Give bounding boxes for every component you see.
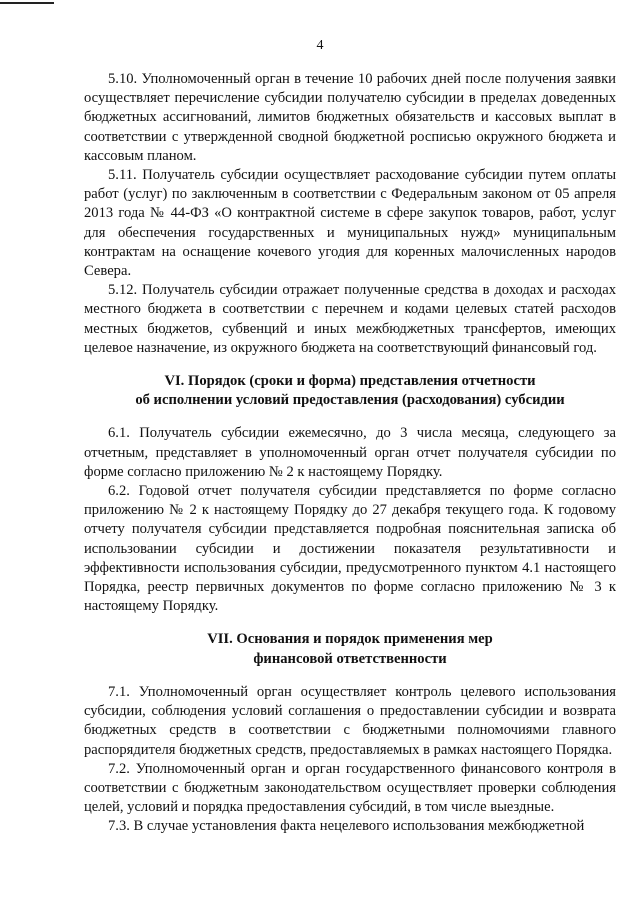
section-7-heading bbox=[84, 630, 616, 668]
section-7-heading-line1: VII. Основания и порядок применения мер bbox=[207, 631, 493, 648]
document-body bbox=[84, 70, 616, 837]
section-7-heading-line2: финансовой ответственности bbox=[253, 650, 447, 667]
paragraph-6-2: 6.2. Годовой отчет получателя субсидии представляется по форме согласно приложению № 2 к настоящему Порядку до 27 декабря текущего года. К годовому отчету получателя субсидии представляется подробная пояснительная записка об использовании субсидии и достижении показателя результативности и эффективности использования субсидии, предусмотренного пунктом 4.1 настоящего Порядка, реестр первичных документов по форме согласно приложению № 3 к настоящему Порядку. bbox=[84, 483, 616, 615]
paragraph-6-1: 6.1. Получатель субсидии ежемесячно, до 3 числа месяца, следующего за отчетным, представляет в уполномоченный орган отчет получателя субсидии по форме согласно приложению № 2 к настоящему Порядку. bbox=[84, 425, 616, 480]
section-6-heading-line2: об исполнении условий предоставления (расходования) субсидии bbox=[135, 392, 565, 409]
paragraph-5-11: 5.11. Получатель субсидии осуществляет расходование субсидии путем оплаты работ (услуг) по заключенным в соответствии с Федеральным законом от 05 апреля 2013 года № 44-ФЗ «О контрактной системе в сфере закупок товаров, работ, услуг для обеспечения государственных и муниципальных нужд» муниципальным контрактам на оснащение кочевого угодия для коренных малочисленных народов Севера. bbox=[84, 167, 616, 280]
corner-mark bbox=[0, 2, 54, 4]
paragraph-5-12: 5.12. Получатель субсидии отражает полученные средства в доходах и расходах местного бюджета в соответствии с перечнем и кодами целевых статей расходов местных бюджетов, субвенций и иных межбюджетных трансфертов, имеющих целевое назначение, из окружного бюджета на соответствующий финансовый год. bbox=[84, 282, 616, 356]
paragraph-7-2: 7.2. Уполномоченный орган и орган государственного финансового контроля в соответствии с бюджетным законодательством осуществляет проверки соблюдения целей, условий и порядка предоставления субсидий, в том числе выездные. bbox=[84, 760, 616, 816]
paragraph-5-10: 5.10. Уполномоченный орган в течение 10 рабочих дней после получения заявки осуществляет перечисление субсидии получателю субсидии в пределах доведенных бюджетных ассигнований, лимитов бюджетных обязательств и кассовых выплат в соответствии с утвержденной сводной бюджетной росписью окружного бюджета и кассовым планом. bbox=[84, 71, 616, 164]
paragraph-7-1: 7.1. Уполномоченный орган осуществляет контроль целевого использования субсидии, соблюдения условий соглашения о предоставлении субсидии и возврата бюджетных средств в соответствии с бюджетными полномочиями главного распорядителя бюджетных средств, предоставляемых в рамках настоящего Порядка. bbox=[84, 683, 616, 758]
section-6-heading bbox=[84, 372, 616, 410]
paragraph-7-3: 7.3. В случае установления факта нецелевого использования межбюджетной bbox=[108, 818, 585, 835]
section-6-heading-line1: VI. Порядок (сроки и форма) представления отчетности bbox=[164, 373, 536, 390]
page-number: 4 bbox=[316, 38, 324, 53]
